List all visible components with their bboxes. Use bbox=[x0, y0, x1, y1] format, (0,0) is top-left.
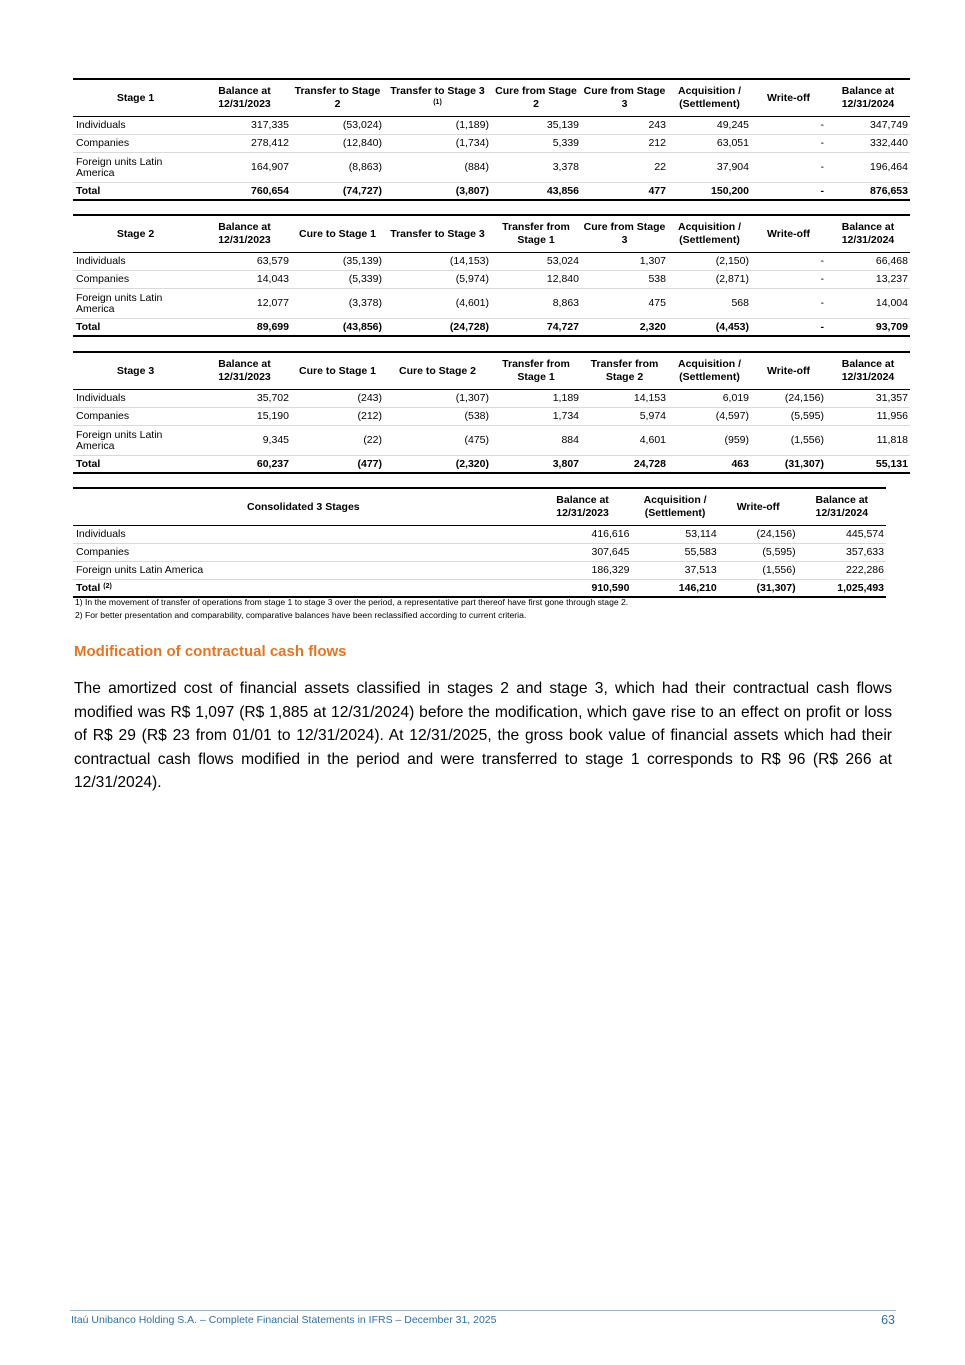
table-cell: 13,237 bbox=[826, 271, 910, 289]
row-label: Individuals bbox=[73, 526, 534, 544]
table-cell: 760,654 bbox=[198, 183, 291, 201]
table-cell: 568 bbox=[668, 289, 751, 319]
table-cell: (53,024) bbox=[291, 117, 384, 135]
column-header: Acquisition / (Settlement) bbox=[668, 79, 751, 117]
table-cell: - bbox=[751, 319, 826, 337]
table-cell: (24,728) bbox=[384, 319, 491, 337]
table-cell: (14,153) bbox=[384, 253, 491, 271]
table-cell: 14,043 bbox=[198, 271, 291, 289]
row-label: Foreign units Latin America bbox=[73, 153, 198, 183]
header-row bbox=[73, 352, 910, 390]
table-row bbox=[73, 117, 910, 135]
table-cell: 74,727 bbox=[491, 319, 581, 337]
table-cell: 8,863 bbox=[491, 289, 581, 319]
header-row bbox=[73, 488, 886, 526]
table-cell: 475 bbox=[581, 289, 668, 319]
column-header: Cure to Stage 1 bbox=[291, 215, 384, 253]
table-row bbox=[73, 253, 910, 271]
row-label: Foreign units Latin America bbox=[73, 426, 198, 456]
table-cell: 11,818 bbox=[826, 426, 910, 456]
table-cell: 55,131 bbox=[826, 456, 910, 474]
column-header: Transfer from Stage 1 bbox=[491, 352, 581, 390]
table-cell: 93,709 bbox=[826, 319, 910, 337]
column-header: Acquisition / (Settlement) bbox=[668, 215, 751, 253]
table-cell: 910,590 bbox=[534, 580, 632, 598]
table-cell: - bbox=[751, 153, 826, 183]
table-cell: 63,579 bbox=[198, 253, 291, 271]
table-row bbox=[73, 408, 910, 426]
column-header: Balance at 12/31/2023 bbox=[198, 215, 291, 253]
table-cell: 278,412 bbox=[198, 135, 291, 153]
table-cell: 150,200 bbox=[668, 183, 751, 201]
table-cell: 243 bbox=[581, 117, 668, 135]
column-header: Cure from Stage 3 bbox=[581, 215, 668, 253]
table-cell: - bbox=[751, 253, 826, 271]
row-label: Total bbox=[73, 183, 198, 201]
table-row bbox=[73, 271, 910, 289]
table-row bbox=[73, 544, 886, 562]
table-cell: (959) bbox=[668, 426, 751, 456]
table-cell: (2,320) bbox=[384, 456, 491, 474]
total-row bbox=[73, 319, 910, 337]
column-header: Transfer to Stage 3 $^{(1)}$ bbox=[384, 79, 491, 117]
table-cell: 4,601 bbox=[581, 426, 668, 456]
column-header: Balance at 12/31/2024 bbox=[826, 352, 910, 390]
footnote-1: 1) In the movement of transfer of operations from stage 1 to stage 3 over the period, a representative part thereof have first gone through stage 2. bbox=[75, 597, 629, 607]
table-cell: (4,597) bbox=[668, 408, 751, 426]
column-header: Cure to Stage 2 bbox=[384, 352, 491, 390]
column-header: Balance at 12/31/2023 bbox=[198, 79, 291, 117]
table-cell: (538) bbox=[384, 408, 491, 426]
table-cell: 538 bbox=[581, 271, 668, 289]
row-label: Individuals bbox=[73, 253, 198, 271]
column-header: Balance at 12/31/2023 bbox=[534, 488, 632, 526]
table-cell: 222,286 bbox=[798, 562, 886, 580]
table-cell: 884 bbox=[491, 426, 581, 456]
table-cell: (5,595) bbox=[751, 408, 826, 426]
column-header: Consolidated 3 Stages bbox=[73, 488, 534, 526]
table-cell: 89,699 bbox=[198, 319, 291, 337]
table-row bbox=[73, 426, 910, 456]
table-cell: - bbox=[751, 271, 826, 289]
table-cell: - bbox=[751, 117, 826, 135]
table-cell: (1,734) bbox=[384, 135, 491, 153]
table-cell: 6,019 bbox=[668, 390, 751, 408]
table-cell: 186,329 bbox=[534, 562, 632, 580]
stage-1-table bbox=[73, 78, 910, 201]
table-cell: 31,357 bbox=[826, 390, 910, 408]
table-cell: 60,237 bbox=[198, 456, 291, 474]
row-label: Foreign units Latin America bbox=[73, 562, 534, 580]
table-cell: 43,856 bbox=[491, 183, 581, 201]
table-cell: 5,339 bbox=[491, 135, 581, 153]
table-cell: (2,150) bbox=[668, 253, 751, 271]
table-cell: 15,190 bbox=[198, 408, 291, 426]
table-cell: (1,307) bbox=[384, 390, 491, 408]
table-cell: 11,956 bbox=[826, 408, 910, 426]
table-cell: (22) bbox=[291, 426, 384, 456]
table-cell: 357,633 bbox=[798, 544, 886, 562]
table-cell: 307,645 bbox=[534, 544, 632, 562]
table-cell: 49,245 bbox=[668, 117, 751, 135]
table-cell: 1,307 bbox=[581, 253, 668, 271]
table-cell: 35,702 bbox=[198, 390, 291, 408]
column-header: Cure from Stage 2 bbox=[491, 79, 581, 117]
table-row bbox=[73, 526, 886, 544]
table-cell: 1,734 bbox=[491, 408, 581, 426]
table-cell: 146,210 bbox=[631, 580, 718, 598]
table-cell: 2,320 bbox=[581, 319, 668, 337]
column-header: Transfer from Stage 2 bbox=[581, 352, 668, 390]
table-cell: 347,749 bbox=[826, 117, 910, 135]
column-header: Write-off bbox=[751, 215, 826, 253]
table-cell: (8,863) bbox=[291, 153, 384, 183]
row-label: Total bbox=[73, 319, 198, 337]
column-header: Balance at 12/31/2024 bbox=[798, 488, 886, 526]
table-cell: (3,378) bbox=[291, 289, 384, 319]
table-row bbox=[73, 135, 910, 153]
table-cell: - bbox=[751, 183, 826, 201]
table-cell: 1,025,493 bbox=[798, 580, 886, 598]
table-cell: (884) bbox=[384, 153, 491, 183]
table-cell: (4,453) bbox=[668, 319, 751, 337]
column-header: Write-off bbox=[751, 79, 826, 117]
column-header: Balance at 12/31/2024 bbox=[826, 79, 910, 117]
table-cell: 53,114 bbox=[631, 526, 718, 544]
table-cell: 164,907 bbox=[198, 153, 291, 183]
table-row bbox=[73, 289, 910, 319]
row-label: Companies bbox=[73, 135, 198, 153]
table-cell: 12,840 bbox=[491, 271, 581, 289]
total-row bbox=[73, 580, 886, 598]
column-header: Balance at 12/31/2024 bbox=[826, 215, 910, 253]
table-cell: 53,024 bbox=[491, 253, 581, 271]
table-cell: 477 bbox=[581, 183, 668, 201]
table-cell: (475) bbox=[384, 426, 491, 456]
table-cell: (3,807) bbox=[384, 183, 491, 201]
table-cell: (12,840) bbox=[291, 135, 384, 153]
table-cell: 14,153 bbox=[581, 390, 668, 408]
column-header: Write-off bbox=[719, 488, 798, 526]
footnote-2: 2) For better presentation and comparability, comparative balances have been reclassified according to current criteria. bbox=[75, 610, 527, 620]
column-header: Balance at 12/31/2023 bbox=[198, 352, 291, 390]
table-cell: (2,871) bbox=[668, 271, 751, 289]
row-label: Individuals bbox=[73, 390, 198, 408]
table-cell: (477) bbox=[291, 456, 384, 474]
table-cell: 37,904 bbox=[668, 153, 751, 183]
section-title: Modification of contractual cash flows bbox=[74, 643, 347, 660]
table-cell: 63,051 bbox=[668, 135, 751, 153]
table-cell: - bbox=[751, 289, 826, 319]
footer-divider bbox=[70, 1310, 896, 1311]
table-cell: 416,616 bbox=[534, 526, 632, 544]
row-label: Total bbox=[73, 456, 198, 474]
column-header: Stage 3 bbox=[73, 352, 198, 390]
table-cell: (24,156) bbox=[751, 390, 826, 408]
table-cell: 9,345 bbox=[198, 426, 291, 456]
table-cell: (43,856) bbox=[291, 319, 384, 337]
table-cell: 317,335 bbox=[198, 117, 291, 135]
table-cell: 22 bbox=[581, 153, 668, 183]
column-header: Stage 1 bbox=[73, 79, 198, 117]
stage-3-table bbox=[73, 351, 910, 474]
table-cell: (35,139) bbox=[291, 253, 384, 271]
footnote-ref: (1) bbox=[433, 99, 442, 106]
table-row bbox=[73, 153, 910, 183]
table-cell: - bbox=[751, 135, 826, 153]
table-cell: 463 bbox=[668, 456, 751, 474]
row-label: Total $^{(2)}$ bbox=[73, 580, 534, 598]
table-cell: (1,556) bbox=[751, 426, 826, 456]
table-cell: 445,574 bbox=[798, 526, 886, 544]
header-row bbox=[73, 215, 910, 253]
table-cell: (4,601) bbox=[384, 289, 491, 319]
table-cell: 332,440 bbox=[826, 135, 910, 153]
table-cell: 55,583 bbox=[631, 544, 718, 562]
table-cell: 35,139 bbox=[491, 117, 581, 135]
table-cell: 876,653 bbox=[826, 183, 910, 201]
table-cell: (31,307) bbox=[751, 456, 826, 474]
table-cell: 196,464 bbox=[826, 153, 910, 183]
table-row bbox=[73, 390, 910, 408]
total-row bbox=[73, 183, 910, 201]
body-paragraph: The amortized cost of financial assets classified in stages 2 and stage 3, which had their contractual cash flows modified was R$ 1,097 (R$ 1,885 at 12/31/2024) before the modification, which gave rise to an effect on profit or loss of R$ 29 (R$ 23 from 01/01 to 12/31/2024). At 12/31/2025, the gross book value of financial assets which had their contractual cash flows modified in the period and were transferred to stage 1 corresponds to R$ 96 (R$ 266 at 12/31/2024). bbox=[74, 680, 892, 791]
table-cell: 5,974 bbox=[581, 408, 668, 426]
table-cell: 3,807 bbox=[491, 456, 581, 474]
row-label: Companies bbox=[73, 408, 198, 426]
table-cell: (5,974) bbox=[384, 271, 491, 289]
total-row bbox=[73, 456, 910, 474]
table-cell: (5,339) bbox=[291, 271, 384, 289]
row-label: Foreign units Latin America bbox=[73, 289, 198, 319]
footnote-ref: (2) bbox=[103, 582, 112, 590]
consolidated-3-stages-table bbox=[73, 487, 886, 598]
table-cell: (24,156) bbox=[719, 526, 798, 544]
row-label: Companies bbox=[73, 544, 534, 562]
table-cell: 3,378 bbox=[491, 153, 581, 183]
column-header: Acquisition / (Settlement) bbox=[668, 352, 751, 390]
row-label: Companies bbox=[73, 271, 198, 289]
column-header: Transfer to Stage 3 bbox=[384, 215, 491, 253]
table-cell: (5,595) bbox=[719, 544, 798, 562]
table-cell: (74,727) bbox=[291, 183, 384, 201]
table-cell: 212 bbox=[581, 135, 668, 153]
table-row bbox=[73, 562, 886, 580]
footer-text: Itaú Unibanco Holding S.A. – Complete Financial Statements in IFRS – December 31, 2025 bbox=[71, 1314, 497, 1326]
table-cell: 24,728 bbox=[581, 456, 668, 474]
column-header: Transfer to Stage 2 bbox=[291, 79, 384, 117]
table-cell: 1,189 bbox=[491, 390, 581, 408]
table-cell: (243) bbox=[291, 390, 384, 408]
table-cell: 37,513 bbox=[631, 562, 718, 580]
table-cell: 66,468 bbox=[826, 253, 910, 271]
stage-2-table bbox=[73, 214, 910, 337]
column-header: Write-off bbox=[751, 352, 826, 390]
row-label: Individuals bbox=[73, 117, 198, 135]
page-number: 63 bbox=[881, 1313, 895, 1327]
table-cell: (1,189) bbox=[384, 117, 491, 135]
column-header: Cure from Stage 3 bbox=[581, 79, 668, 117]
column-header: Cure to Stage 1 bbox=[291, 352, 384, 390]
header-row bbox=[73, 79, 910, 117]
column-header: Acquisition / (Settlement) bbox=[631, 488, 718, 526]
table-cell: (1,556) bbox=[719, 562, 798, 580]
column-header: Stage 2 bbox=[73, 215, 198, 253]
footnotes bbox=[75, 596, 895, 622]
column-header: Transfer from Stage 1 bbox=[491, 215, 581, 253]
table-cell: 12,077 bbox=[198, 289, 291, 319]
table-cell: 14,004 bbox=[826, 289, 910, 319]
table-cell: (212) bbox=[291, 408, 384, 426]
table-cell: (31,307) bbox=[719, 580, 798, 598]
